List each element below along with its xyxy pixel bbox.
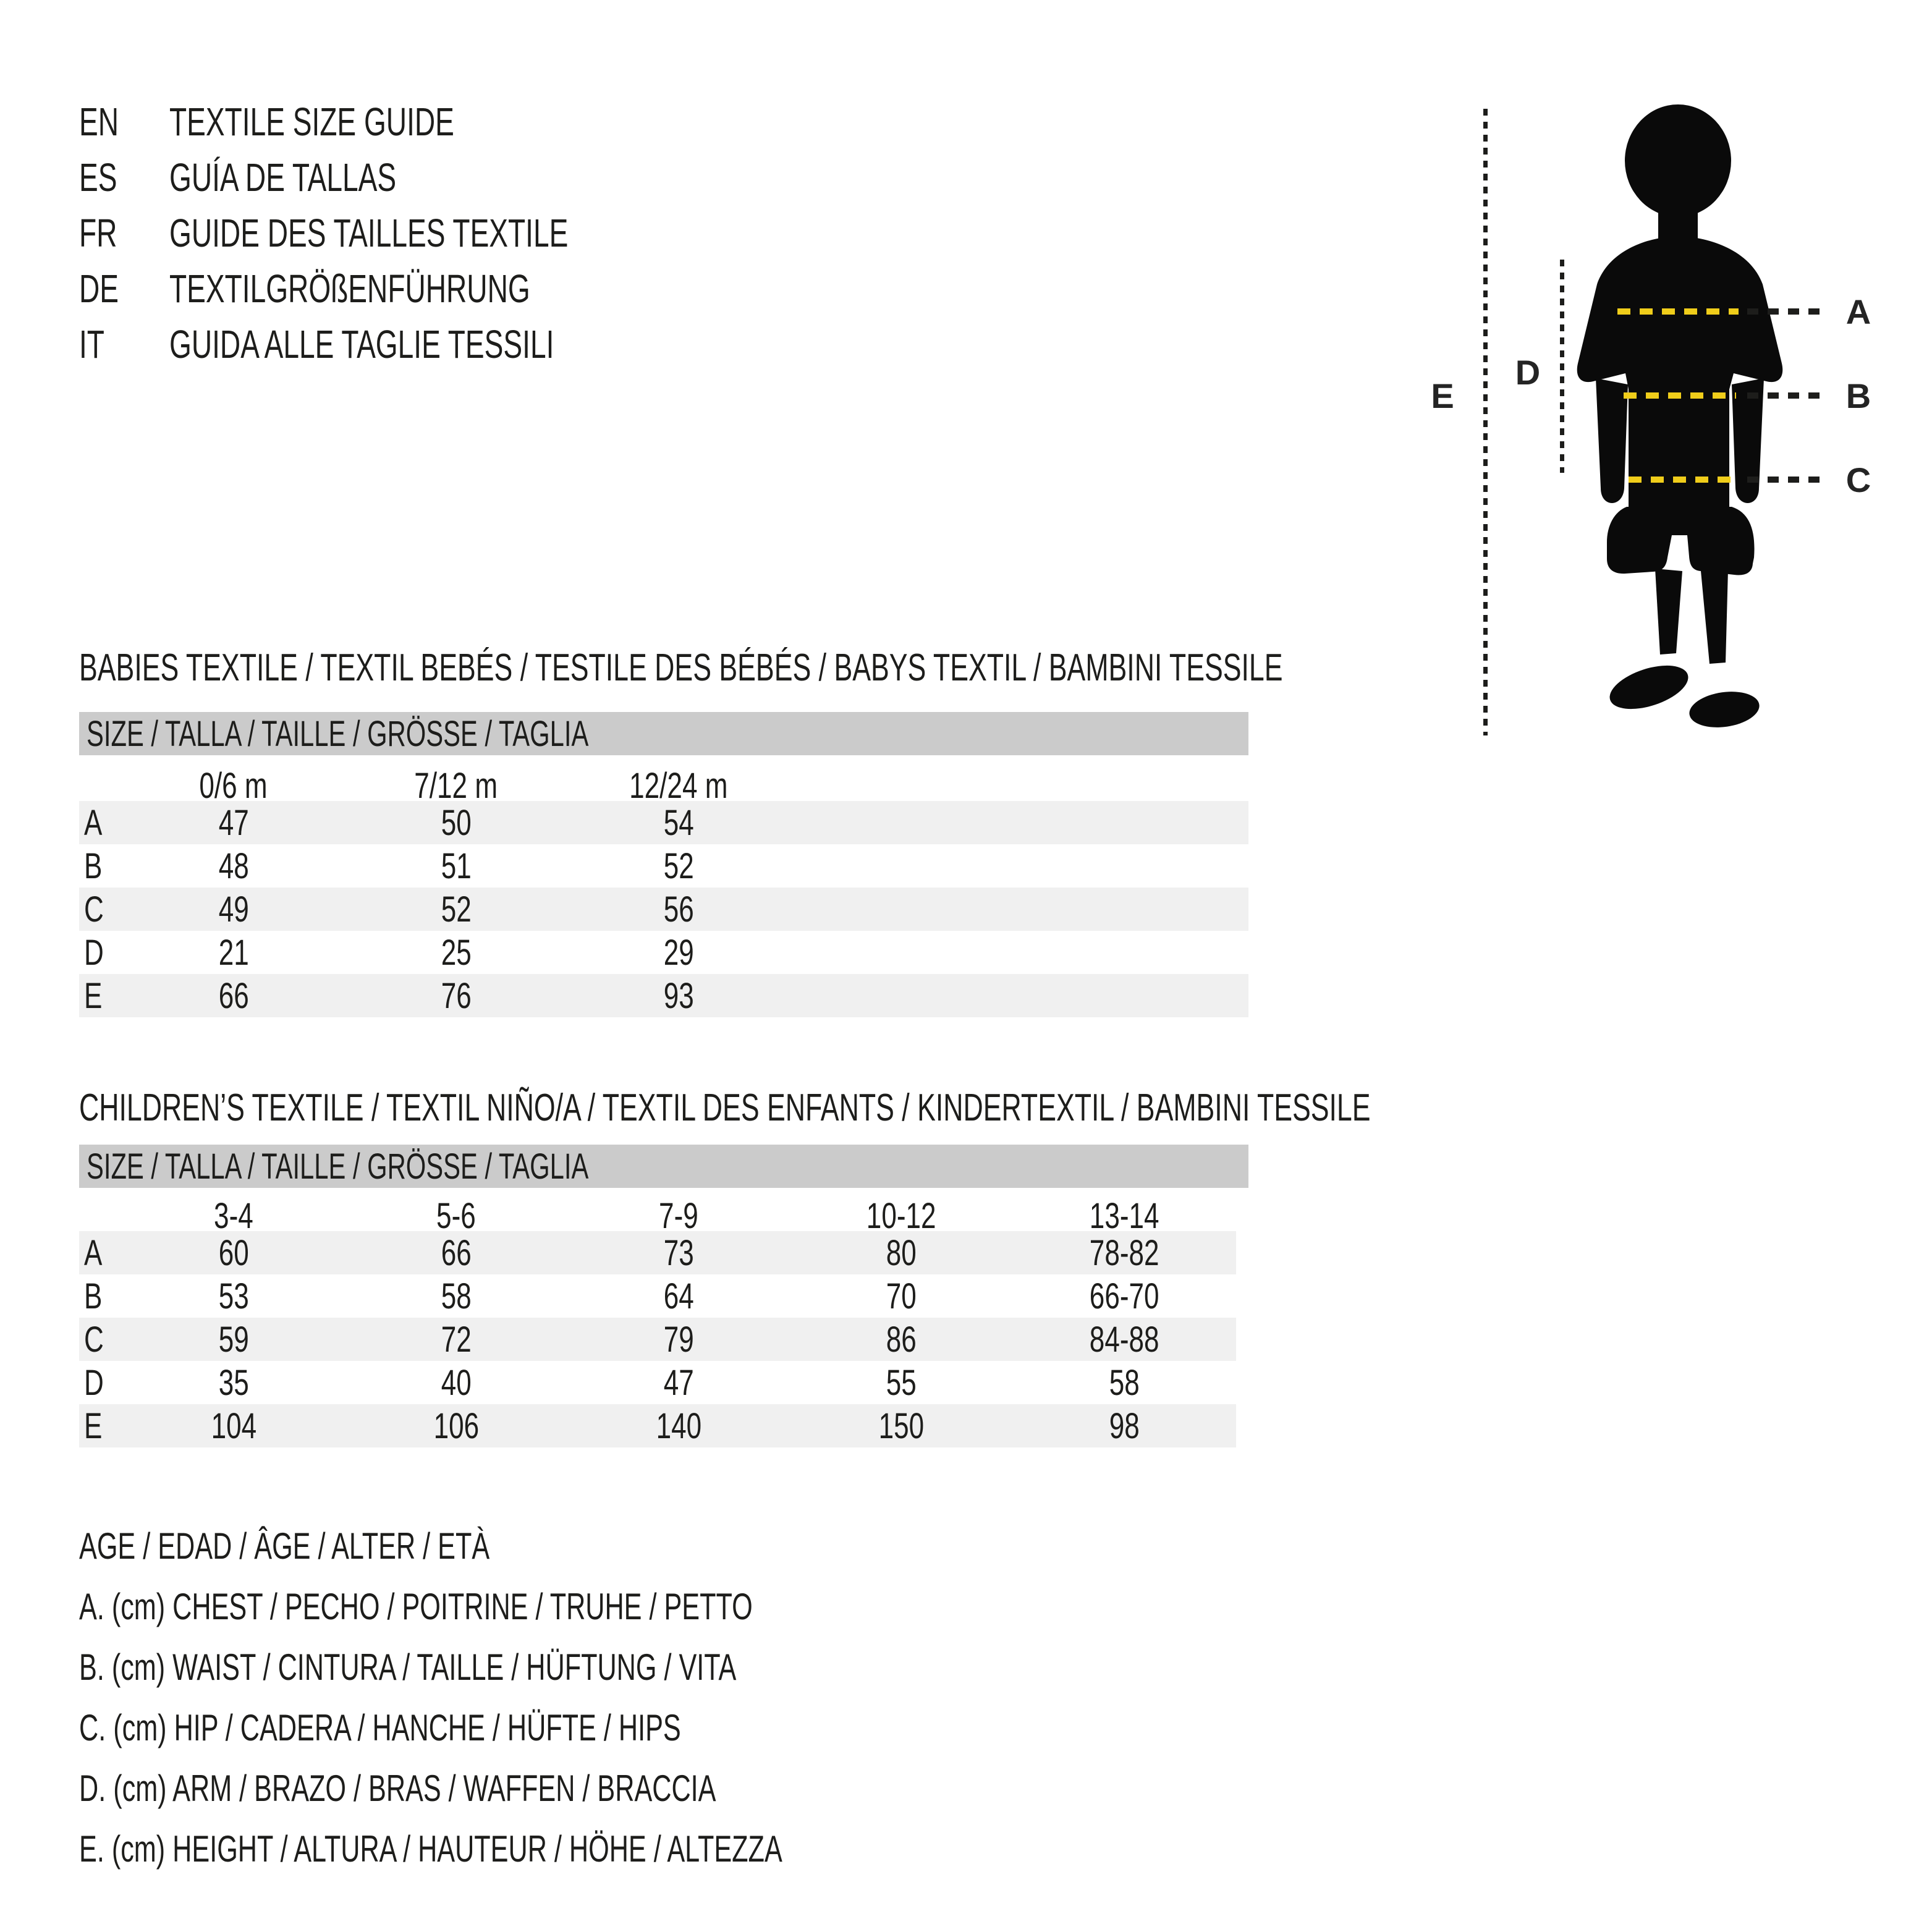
babies-row-d: D 21 25 29 xyxy=(79,931,1248,974)
children-col-0: 3-4 xyxy=(214,1196,253,1236)
title-row-es xyxy=(79,150,723,205)
figure-label-b: B xyxy=(1845,376,1871,415)
babies-size-table xyxy=(79,765,1248,1017)
children-row-d: D 35 40 47 55 58 xyxy=(79,1361,1236,1404)
row-label: A xyxy=(84,802,103,843)
lang-code-it: IT xyxy=(79,322,104,366)
children-size-header-bar: SIZE / TALLA / TAILLE / GRÖSSE / TAGLIA xyxy=(79,1145,1248,1188)
waist-line-yellow xyxy=(1624,392,1736,399)
legend-age: AGE / EDAD / ÂGE / ALTER / ETÀ xyxy=(79,1525,490,1567)
lang-code-en: EN xyxy=(79,100,119,144)
title-text-es: GUÍA DE TALLAS xyxy=(169,155,397,200)
figure-label-a: A xyxy=(1845,292,1871,331)
babies-col-0: 0/6 m xyxy=(199,766,268,806)
legend-hip: C. (cm) HIP / CADERA / HANCHE / HÜFTE / HIPS xyxy=(79,1706,681,1748)
babies-row-e: E 66 76 93 xyxy=(79,974,1248,1017)
babies-row-c: C 49 52 56 xyxy=(79,888,1248,931)
child-silhouette xyxy=(1570,99,1792,742)
children-row-a: A 60 66 73 80 78-82 xyxy=(79,1231,1236,1274)
row-label: E xyxy=(84,975,103,1016)
measurement-figure xyxy=(1391,93,1932,803)
row-label: C xyxy=(84,889,104,930)
legend-arm: D. (cm) ARM / BRAZO / BRAS / WAFFEN / BRACCIA xyxy=(79,1767,716,1809)
lang-code-de: DE xyxy=(79,266,119,311)
hip-line-yellow xyxy=(1629,477,1732,483)
measurement-legend xyxy=(79,1515,1056,1879)
title-block xyxy=(79,94,723,372)
title-row-fr xyxy=(79,205,723,261)
children-column-header-row xyxy=(79,1195,1236,1236)
babies-col-2: 12/24 m xyxy=(629,766,728,806)
title-row-de xyxy=(79,261,723,316)
babies-row-a: A 47 50 54 xyxy=(79,801,1248,844)
chest-line-yellow xyxy=(1617,308,1739,315)
title-text-fr: GUIDE DES TAILLES TEXTILE xyxy=(169,211,569,255)
legend-waist: B. (cm) WAIST / CINTURA / TAILLE / HÜFTUNG / VITA xyxy=(79,1646,737,1688)
babies-row-b: B 48 51 52 xyxy=(79,844,1248,888)
title-row-it xyxy=(79,316,723,372)
babies-section-heading: BABIES TEXTILE / TEXTIL BEBÉS / TESTILE DES BÉBÉS / BABYS TEXTIL / BAMBINI TESSILE xyxy=(79,646,1283,689)
title-row-en xyxy=(79,94,723,150)
title-text-en: TEXTILE SIZE GUIDE xyxy=(169,100,454,144)
lang-code-es: ES xyxy=(79,155,117,200)
legend-height: E. (cm) HEIGHT / ALTURA / HAUTEUR / HÖHE / ALTEZZA xyxy=(79,1828,782,1870)
arm-measure-line-d xyxy=(1560,260,1564,473)
children-col-1: 5-6 xyxy=(436,1196,476,1236)
title-text-de: TEXTILGRÖßENFÜHRUNG xyxy=(169,266,530,311)
row-label: A xyxy=(84,1232,103,1273)
children-row-e: E 104 106 140 150 98 xyxy=(79,1404,1236,1447)
row-label: B xyxy=(84,845,103,886)
figure-label-e: E xyxy=(1431,376,1454,415)
babies-column-header-row xyxy=(79,765,1248,806)
lang-code-fr: FR xyxy=(79,211,117,255)
babies-col-1: 7/12 m xyxy=(414,766,498,806)
chest-line-dark xyxy=(1747,308,1820,315)
children-section-heading: CHILDREN’S TEXTILE / TEXTIL NIÑO/A / TEXTIL DES ENFANTS / KINDERTEXTIL / BAMBINI TESSILE xyxy=(79,1087,1371,1129)
waist-line-dark xyxy=(1747,392,1820,399)
children-col-3: 10-12 xyxy=(866,1196,936,1236)
row-label: C xyxy=(84,1319,104,1360)
height-measure-line-e xyxy=(1483,109,1488,735)
hip-line-dark xyxy=(1747,477,1820,483)
row-label: E xyxy=(84,1405,103,1446)
figure-label-d: D xyxy=(1515,353,1541,392)
children-row-b: B 53 58 64 70 66-70 xyxy=(79,1274,1236,1318)
row-label: D xyxy=(84,932,104,973)
children-row-c: C 59 72 79 86 84-88 xyxy=(79,1318,1236,1361)
babies-size-header-bar: SIZE / TALLA / TAILLE / GRÖSSE / TAGLIA xyxy=(79,712,1248,755)
title-text-it: GUIDA ALLE TAGLIE TESSILI xyxy=(169,322,554,366)
row-label: B xyxy=(84,1276,103,1316)
row-label: D xyxy=(84,1362,104,1403)
figure-label-c: C xyxy=(1845,460,1871,499)
children-col-4: 13-14 xyxy=(1089,1196,1159,1236)
children-size-table xyxy=(79,1195,1236,1447)
legend-chest: A. (cm) CHEST / PECHO / POITRINE / TRUHE / PETTO xyxy=(79,1585,753,1627)
children-col-2: 7-9 xyxy=(659,1196,698,1236)
